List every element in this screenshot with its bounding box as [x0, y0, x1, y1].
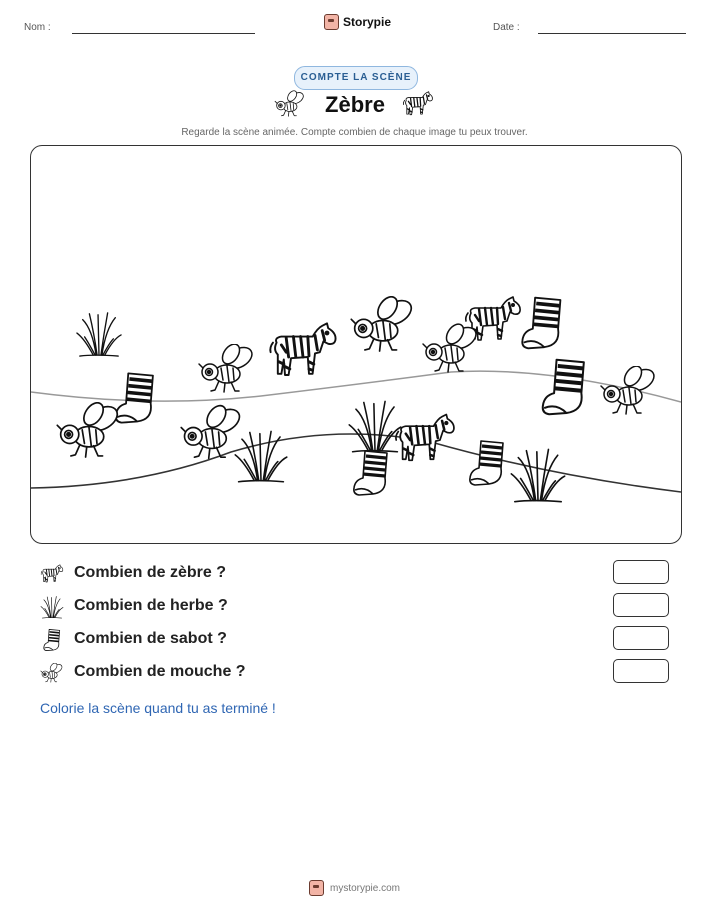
question-zebra [40, 560, 680, 588]
question-label: Combien de zèbre ? [74, 564, 227, 581]
section-badge: COMPTE LA SCÈNE [294, 66, 418, 90]
fly-1 [199, 341, 256, 392]
question-label: Combien de herbe ? [74, 597, 228, 614]
fly-2 [351, 293, 415, 351]
hoof-1 [116, 373, 153, 422]
fly-6 [181, 402, 243, 458]
hoof-icon [40, 628, 64, 652]
fly-4 [601, 363, 658, 414]
zebra-icon [40, 562, 64, 586]
answer-box-hoof[interactable] [613, 626, 669, 650]
zebra-icon [402, 90, 434, 118]
hoof-4 [354, 451, 387, 495]
footer [0, 880, 709, 896]
color-instruction: Colorie la scène quand tu as terminé ! [40, 700, 276, 716]
instructions: Regarde la scène animée. Compte combien de chaque image tu peux trouver. [181, 127, 528, 138]
brand-name: Storypie [343, 15, 392, 29]
storypie-logo [324, 14, 391, 30]
hoof-2 [522, 298, 560, 349]
answer-box-fly[interactable] [613, 659, 669, 683]
grass-4 [511, 449, 564, 501]
page-title: Zèbre [325, 92, 385, 117]
scene-illustration [31, 146, 681, 543]
storypie-logo-icon [324, 14, 339, 30]
fly-icon [40, 661, 64, 685]
date-line[interactable] [538, 33, 686, 34]
zebra-3 [396, 414, 454, 460]
question-fly [40, 659, 680, 687]
answer-box-grass[interactable] [613, 593, 669, 617]
question-grass [40, 593, 680, 621]
grass-2 [235, 431, 287, 481]
fly-5 [57, 399, 121, 457]
date-label: Date : [493, 22, 520, 33]
answer-box-zebra[interactable] [613, 560, 669, 584]
question-label: Combien de sabot ? [74, 630, 227, 647]
grass-3 [349, 401, 401, 451]
grass-1 [77, 313, 121, 356]
fly-3 [423, 321, 480, 372]
hoof-3 [543, 360, 584, 415]
question-hoof [40, 626, 680, 654]
hoof-5 [470, 441, 503, 485]
name-label: Nom : [24, 22, 51, 33]
question-label: Combien de mouche ? [74, 663, 246, 680]
scene-panel [30, 145, 682, 544]
grass-icon [40, 595, 64, 619]
footer-url[interactable]: mystorypie.com [329, 882, 400, 894]
zebra-1 [270, 323, 335, 375]
storypie-logo-icon [309, 880, 324, 896]
name-line[interactable] [72, 33, 255, 34]
